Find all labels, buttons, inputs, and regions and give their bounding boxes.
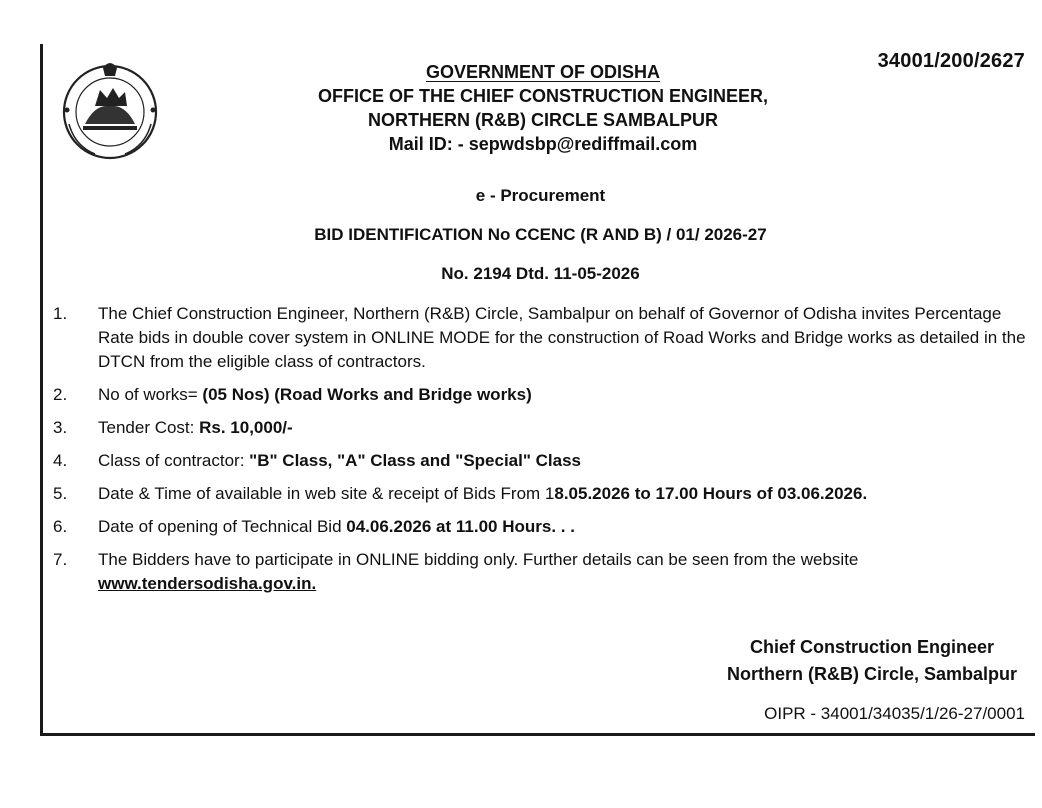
tender-notice	[40, 44, 1035, 736]
item-text: The Bidders have to participate in ONLINE bidding only. Further details can be seen from the website	[98, 550, 859, 569]
list-item	[43, 416, 1038, 440]
list-item	[43, 548, 1038, 596]
signature-office: Northern (R&B) Circle, Sambalpur	[726, 664, 1017, 684]
item-label: Date & Time of available in web site & receipt of Bids From 1	[98, 484, 555, 503]
item-value: "B" Class, "A" Class and "Special" Class	[249, 451, 581, 470]
bid-identification: BID IDENTIFICATION No CCENC (R AND B) / 01/ 2026-27	[314, 225, 767, 244]
mail-id: Mail ID: - sepwdsbp@rediffmail.com	[388, 134, 698, 154]
odisha-state-emblem-icon	[55, 54, 165, 164]
notice-number: No. 2194 Dtd. 11-05-2026	[441, 264, 640, 283]
item-number: 4.	[53, 451, 68, 470]
item-label: No of works=	[98, 385, 203, 404]
item-label: Date of opening of Technical Bid	[98, 517, 347, 536]
item-number: 6.	[53, 517, 68, 536]
office-header	[223, 60, 863, 156]
item-value: 04.06.2026 at 11.00 Hours. . .	[346, 517, 575, 536]
item-label: Tender Cost:	[98, 418, 200, 437]
item-number: 7.	[53, 550, 68, 569]
circle-title: NORTHERN (R&B) CIRCLE SAMBALPUR	[368, 110, 718, 130]
item-number: 5.	[53, 484, 68, 503]
item-value: 8.05.2026 to 17.00 Hours of 03.06.2026.	[554, 484, 868, 503]
office-title: OFFICE OF THE CHIEF CONSTRUCTION ENGINEER,	[317, 86, 768, 106]
list-item	[43, 383, 1038, 407]
website-link[interactable]: www.tendersodisha.gov.in.	[98, 574, 317, 593]
signature-block	[727, 634, 1017, 688]
item-value: (05 Nos) (Road Works and Bridge works)	[202, 385, 532, 404]
list-item	[43, 515, 1038, 539]
list-item	[43, 302, 1038, 374]
item-number: 2.	[53, 385, 68, 404]
list-item	[43, 482, 1038, 506]
oipr-number: OIPR - 34001/34035/1/26-27/0001	[764, 704, 1025, 723]
item-number: 3.	[53, 418, 68, 437]
list-item	[43, 449, 1038, 473]
item-number: 1.	[53, 304, 68, 323]
item-value: Rs. 10,000/-	[199, 418, 293, 437]
notice-items	[43, 302, 1038, 605]
government-title: GOVERNMENT OF ODISHA	[425, 62, 660, 82]
procurement-heading: e - Procurement	[475, 186, 606, 205]
reference-number: 34001/200/2627	[877, 50, 1025, 72]
item-text: The Chief Construction Engineer, Northern (R&B) Circle, Sambalpur on behalf of Governor of Odisha invites Percentage Rate bids in double cover system in ONLINE MODE for the construction of Road Works and Bridge works as detailed in the DTCN from the eligible class of contractors.	[98, 304, 1026, 371]
item-label: Class of contractor:	[98, 451, 250, 470]
signature-title: Chief Construction Engineer	[749, 637, 994, 657]
